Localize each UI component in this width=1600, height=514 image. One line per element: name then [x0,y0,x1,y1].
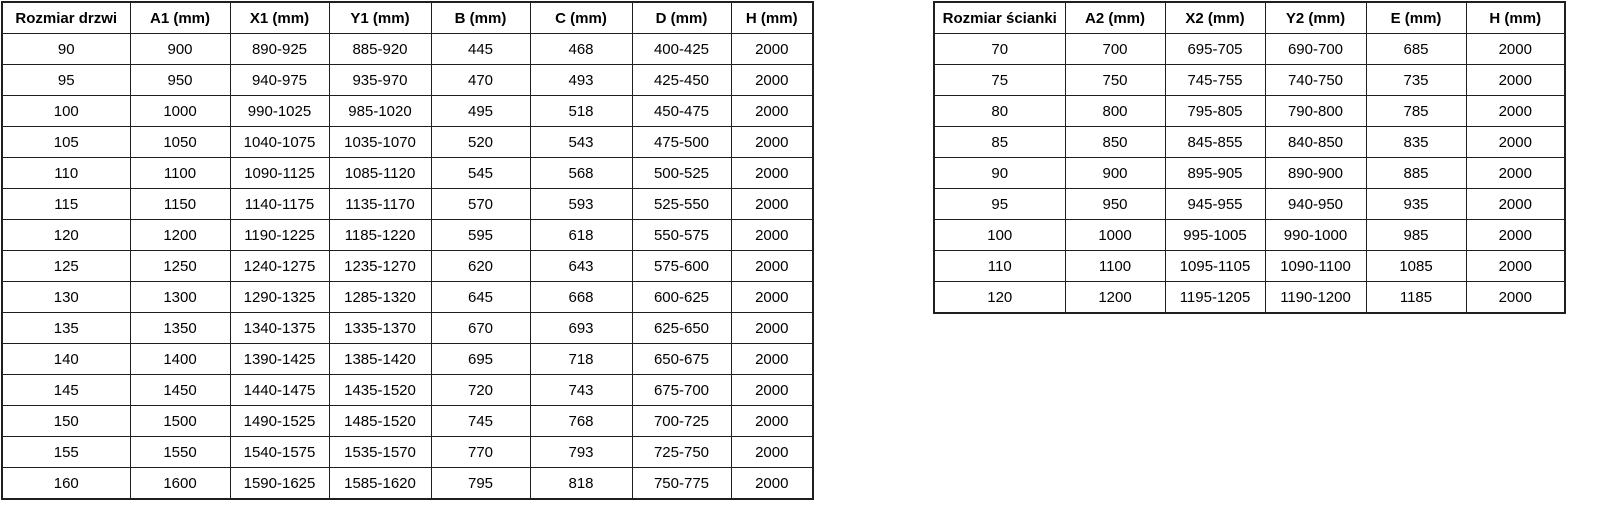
table-cell: 668 [530,282,632,313]
table-cell: 135 [2,313,130,344]
table-cell: 2000 [731,282,813,313]
table-cell: 795-805 [1165,96,1265,127]
table-cell: 1500 [130,406,230,437]
table-cell: 645 [431,282,530,313]
table-row [2,344,813,375]
table-cell: 2000 [731,437,813,468]
table-cell: 475-500 [632,127,731,158]
table-cell: 695 [431,344,530,375]
table-cell: 840-850 [1265,127,1366,158]
table-cell: 1290-1325 [230,282,329,313]
table-cell: 2000 [1466,189,1565,220]
table-cell: 600-625 [632,282,731,313]
table-cell: 1100 [1065,251,1165,282]
table-cell: 70 [934,34,1065,65]
table-cell: 2000 [731,65,813,96]
table-cell: 718 [530,344,632,375]
column-header: Rozmiar ścianki [934,2,1065,34]
table-cell: 1390-1425 [230,344,329,375]
table-cell: 2000 [731,127,813,158]
table-row [2,375,813,406]
table-row [934,189,1565,220]
column-header: X1 (mm) [230,2,329,34]
column-header: C (mm) [530,2,632,34]
table-cell: 575-600 [632,251,731,282]
table-cell: 110 [934,251,1065,282]
wall-size-table-container [933,1,1566,314]
table-cell: 785 [1366,96,1466,127]
column-header: X2 (mm) [1165,2,1265,34]
table-cell: 885-920 [329,34,431,65]
table-row [934,158,1565,189]
table-cell: 1385-1420 [329,344,431,375]
table-cell: 518 [530,96,632,127]
door-size-table-container [1,1,814,500]
table-cell: 1100 [130,158,230,189]
table-cell: 1040-1075 [230,127,329,158]
table-cell: 1185 [1366,282,1466,314]
table-row [2,468,813,500]
table-cell: 470 [431,65,530,96]
table-cell: 545 [431,158,530,189]
table-cell: 1250 [130,251,230,282]
table-cell: 750 [1065,65,1165,96]
table-cell: 550-575 [632,220,731,251]
table-cell: 935 [1366,189,1466,220]
table-cell: 693 [530,313,632,344]
table-cell: 620 [431,251,530,282]
table-cell: 110 [2,158,130,189]
table-cell: 818 [530,468,632,500]
table-cell: 935-970 [329,65,431,96]
table-cell: 1335-1370 [329,313,431,344]
table-cell: 735 [1366,65,1466,96]
table-row [934,220,1565,251]
table-cell: 625-650 [632,313,731,344]
table-cell: 900 [1065,158,1165,189]
wall-size-table [933,1,1566,314]
table-cell: 155 [2,437,130,468]
table-cell: 1585-1620 [329,468,431,500]
table-row [2,96,813,127]
table-cell: 1050 [130,127,230,158]
column-header: H (mm) [1466,2,1565,34]
table-cell: 985 [1366,220,1466,251]
table-cell: 543 [530,127,632,158]
table-cell: 85 [934,127,1065,158]
table-cell: 1235-1270 [329,251,431,282]
table-cell: 2000 [1466,127,1565,158]
table-cell: 1400 [130,344,230,375]
table-cell: 2000 [1466,34,1565,65]
table-cell: 990-1025 [230,96,329,127]
table-cell: 525-550 [632,189,731,220]
table-cell: 2000 [731,251,813,282]
table-row [934,127,1565,158]
table-cell: 568 [530,158,632,189]
table-cell: 950 [130,65,230,96]
table-cell: 115 [2,189,130,220]
table-row [934,34,1565,65]
table-cell: 1190-1225 [230,220,329,251]
table-cell: 945-955 [1165,189,1265,220]
table-cell: 495 [431,96,530,127]
table-cell: 795 [431,468,530,500]
table-cell: 90 [2,34,130,65]
table-cell: 690-700 [1265,34,1366,65]
table-cell: 520 [431,127,530,158]
table-cell: 2000 [731,375,813,406]
table-cell: 1085-1120 [329,158,431,189]
table-cell: 1140-1175 [230,189,329,220]
table-cell: 1285-1320 [329,282,431,313]
table-cell: 1240-1275 [230,251,329,282]
table-cell: 900 [130,34,230,65]
table-cell: 990-1000 [1265,220,1366,251]
table-row [2,282,813,313]
table-cell: 400-425 [632,34,731,65]
table-cell: 643 [530,251,632,282]
table-cell: 90 [934,158,1065,189]
table-cell: 75 [934,65,1065,96]
table-cell: 1600 [130,468,230,500]
table-cell: 2000 [1466,220,1565,251]
table-cell: 2000 [731,344,813,375]
table-cell: 1185-1220 [329,220,431,251]
table-cell: 1435-1520 [329,375,431,406]
table-cell: 1300 [130,282,230,313]
column-header: D (mm) [632,2,731,34]
table-row [2,189,813,220]
table-cell: 1340-1375 [230,313,329,344]
table-cell: 105 [2,127,130,158]
table-cell: 700 [1065,34,1165,65]
table-cell: 2000 [731,406,813,437]
table-cell: 1200 [1065,282,1165,314]
table-cell: 595 [431,220,530,251]
table-row [934,282,1565,314]
table-cell: 2000 [1466,65,1565,96]
table-cell: 140 [2,344,130,375]
table-cell: 130 [2,282,130,313]
table-cell: 493 [530,65,632,96]
table-cell: 425-450 [632,65,731,96]
table-cell: 1440-1475 [230,375,329,406]
table-cell: 743 [530,375,632,406]
table-row [2,406,813,437]
column-header: A1 (mm) [130,2,230,34]
column-header: Y1 (mm) [329,2,431,34]
table-cell: 720 [431,375,530,406]
table-cell: 985-1020 [329,96,431,127]
column-header: B (mm) [431,2,530,34]
table-cell: 150 [2,406,130,437]
table-cell: 2000 [1466,158,1565,189]
table-cell: 2000 [1466,96,1565,127]
table-row [2,158,813,189]
table-row [2,65,813,96]
table-cell: 2000 [731,34,813,65]
table-row [2,220,813,251]
door-size-table [1,1,814,500]
table-cell: 2000 [731,468,813,500]
table-cell: 618 [530,220,632,251]
table-cell: 100 [2,96,130,127]
table-cell: 160 [2,468,130,500]
table-cell: 675-700 [632,375,731,406]
table-cell: 790-800 [1265,96,1366,127]
table-row [2,437,813,468]
table-cell: 650-675 [632,344,731,375]
table-cell: 700-725 [632,406,731,437]
table-cell: 2000 [731,158,813,189]
table-cell: 845-855 [1165,127,1265,158]
column-header: Rozmiar drzwi [2,2,130,34]
table-cell: 1090-1125 [230,158,329,189]
table-cell: 145 [2,375,130,406]
table-cell: 120 [934,282,1065,314]
table-cell: 570 [431,189,530,220]
table-cell: 940-975 [230,65,329,96]
table-cell: 1035-1070 [329,127,431,158]
table-cell: 1090-1100 [1265,251,1366,282]
table-cell: 1535-1570 [329,437,431,468]
table-cell: 1085 [1366,251,1466,282]
table-cell: 850 [1065,127,1165,158]
table-cell: 725-750 [632,437,731,468]
table-cell: 1450 [130,375,230,406]
column-header: H (mm) [731,2,813,34]
table-cell: 890-900 [1265,158,1366,189]
table-cell: 1000 [130,96,230,127]
table-cell: 1095-1105 [1165,251,1265,282]
table-cell: 2000 [731,313,813,344]
table-cell: 2000 [731,220,813,251]
table-cell: 1135-1170 [329,189,431,220]
header-row [934,2,1565,34]
column-header: E (mm) [1366,2,1466,34]
table-row [934,96,1565,127]
table-cell: 695-705 [1165,34,1265,65]
table-cell: 745-755 [1165,65,1265,96]
table-cell: 95 [934,189,1065,220]
table-row [2,313,813,344]
table-cell: 2000 [1466,282,1565,314]
header-row [2,2,813,34]
table-cell: 1490-1525 [230,406,329,437]
table-cell: 745 [431,406,530,437]
table-cell: 450-475 [632,96,731,127]
table-cell: 750-775 [632,468,731,500]
table-cell: 670 [431,313,530,344]
table-cell: 895-905 [1165,158,1265,189]
table-row [2,34,813,65]
table-cell: 1000 [1065,220,1165,251]
table-cell: 1550 [130,437,230,468]
table-cell: 768 [530,406,632,437]
table-cell: 1540-1575 [230,437,329,468]
table-row [934,65,1565,96]
column-header: Y2 (mm) [1265,2,1366,34]
table-cell: 793 [530,437,632,468]
table-cell: 890-925 [230,34,329,65]
table-cell: 2000 [731,189,813,220]
table-cell: 995-1005 [1165,220,1265,251]
table-cell: 2000 [731,96,813,127]
table-cell: 685 [1366,34,1466,65]
table-cell: 593 [530,189,632,220]
table-row [934,251,1565,282]
table-cell: 1590-1625 [230,468,329,500]
table-cell: 770 [431,437,530,468]
table-cell: 940-950 [1265,189,1366,220]
table-cell: 950 [1065,189,1165,220]
table-cell: 1195-1205 [1165,282,1265,314]
table-cell: 500-525 [632,158,731,189]
table-cell: 740-750 [1265,65,1366,96]
table-cell: 120 [2,220,130,251]
table-cell: 885 [1366,158,1466,189]
table-cell: 1150 [130,189,230,220]
table-cell: 1190-1200 [1265,282,1366,314]
table-cell: 1350 [130,313,230,344]
table-cell: 95 [2,65,130,96]
table-cell: 1485-1520 [329,406,431,437]
table-cell: 80 [934,96,1065,127]
table-cell: 1200 [130,220,230,251]
table-cell: 2000 [1466,251,1565,282]
column-header: A2 (mm) [1065,2,1165,34]
table-row [2,127,813,158]
table-cell: 100 [934,220,1065,251]
table-cell: 835 [1366,127,1466,158]
table-cell: 125 [2,251,130,282]
table-row [2,251,813,282]
table-cell: 468 [530,34,632,65]
table-cell: 445 [431,34,530,65]
table-cell: 800 [1065,96,1165,127]
